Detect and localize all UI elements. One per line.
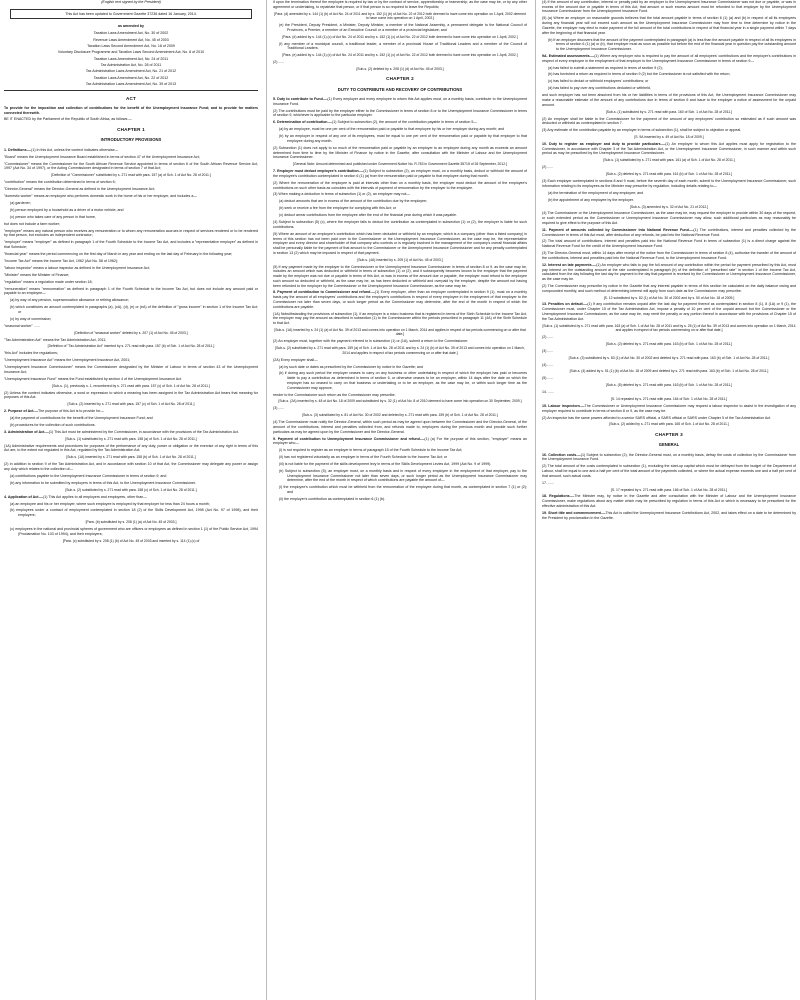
column-1-paragraphs: [4, 148, 258, 543]
paragraph: render to the Commissioner such return as the Commissioner may prescribe.: [273, 392, 396, 397]
paragraph: (2) In addition to section 9 of the Tax Administration Act, and in accordance with section 10 of that Act, the Commissioner may delegate any power or assign any duty which relates to the collection of—: [4, 462, 258, 471]
paragraph: "remuneration" means "remuneration" as defined in paragraph 1 of the Fourth Schedule to the Income Tax Act, but does not include any amount paid or payable to an employee—: [4, 286, 258, 296]
act-label: ACT: [125, 95, 137, 101]
amendment-note: [Sub-s. (1) substituted by s. 271 read with para. 158 (a) of Sch. 1 of Act No. 28 of 2011.]: [65, 436, 197, 441]
paragraph: (c) employees in the national and provincial spheres of government who are officers or employees as defined in section 1 (1) of the Public Service Act, 1994 (Proclamation No. 103 of 1994), and their employers;: [10, 526, 258, 536]
paragraph: (a) by such date or dates as prescribed by the Commissioner by notice in the Gazette; and: [279, 364, 423, 369]
column-2-paragraphs: [273, 97, 527, 502]
paragraph: 19. Short title and commencement.—This Act is called the Unemployment Insurance Contributions Act, 2002, and takes effect on a date to be determined by the President by proclamation in the Gazette.: [542, 510, 796, 520]
paragraph: 13. Penalties on default.—(1) If any contribution remains unpaid after the last day for payment thereof as contemplated in section 8 (1), 8 (1A) or 9 (1), the Commissioner must, under Chapter 15 of the Tax Administration Act, impose a penalty of 10 per cent of the unpaid amount but the Commissioner or the Unemployment Insurance Commissioner, as the case may be, may remit the penalty or any portion thereof in accordance with the provisions of Chapter 15 of the Tax Administration Act.: [542, 302, 796, 321]
paragraph: 15. Labour inspectors.—The Commissioner or Unemployment Insurance Commissioner may request a labour inspector to assist in the investigation of any employer required to contribute in terms of section 8 or 9, as the case may be.: [542, 403, 796, 413]
paragraph: 7. Employer must deduct employee's contribution.—(1) Subject to subsection (2), an employer must, on a monthly basis, deduct or withhold the amount of the employee's contribution contemplated in section 6 (1) (a) from the remuneration paid or payable to that employee during that month.: [273, 169, 527, 178]
paragraph: (b) employees under a contract of employment contemplated in section 18 (2) of the Skills Development Act, 1998 (Act No. 97 of 1998), and their employers;: [10, 508, 258, 518]
paragraph: 2. Purpose of Act.—The purpose of this Act is to provide for—: [4, 409, 104, 414]
paragraph: "this Act" includes the regulations;: [4, 351, 58, 356]
paragraph: "employee" means any natural person who receives any remuneration or to whom any remuneration accrues in respect of services rendered or to be rendered by that person, but excludes an independent contractor;: [4, 228, 258, 238]
paragraph: "Unemployment Insurance Commissioner" means the Commissioner designated by the Minister of Labour in terms of section 43 of the Unemployment Insurance Act;: [4, 365, 258, 374]
amendment-item: Tax Administration Act, No. 28 of 2011: [100, 63, 162, 68]
paragraph: "Income Tax Act" means the Income Tax Act, 1962 (Act No. 58 of 1962);: [4, 258, 119, 263]
paragraph: "Unemployment Insurance Act" means the Unemployment Insurance Act, 2001;: [4, 358, 131, 363]
paragraph: (b) Subject to subsection (5), an employer must, on a monthly basis and in respect of every employee in the employment of that employer, pay to the Unemployment Insurance Commissioner not later than seven days, or such longer period as the Unemployment Insurance Commissioner may determine, after the end of the month in respect of which contributions are payable the amount of—: [279, 468, 527, 483]
amendment-list: [4, 31, 258, 86]
paragraph: (3) The Director-General must, within 14 days after receipt of the notice from the Commissioner in terms of section 8 (4), authorise the transfer of the amount of the contributions, interest and penalties paid into the National Revenue Fund, to the Unemployment Insurance Fund.: [542, 251, 796, 260]
paragraph: (b) procedures for the collection of such contributions.: [10, 422, 96, 427]
amendment-item: Voluntary Disclosure Programme and Taxation Laws Second Amendment Act, No. 8 of 2010: [57, 50, 205, 55]
amendment-note: [Sub-s. (2) deleted by s. 208 (1) (d) of Act No. 45 of 2003.]: [356, 67, 444, 71]
paragraph: (f) any member of a municipal council, a traditional leader, a member of a provincial House of Traditional Leaders and a member of the Council of Traditional Leaders.: [279, 41, 527, 51]
paragraph: and such employer has not been absolved from his or her liabilities in terms of the provisions of this Act, the Unemployment Insurance Commissioner may make a reasonable estimate of the amount of any contributions due in terms of section 6 and issue to the employer a notice of assessment for the unpaid amount.: [542, 93, 796, 107]
paragraph: (2) ......: [542, 165, 554, 170]
amendment-note: [Sub-s. (3) substituted by s. 81 of Act No. 30 of 2002 and deleted by s. 271 read with para. 159 (b) of Sch. 1 of Act No. 28 of 2011.]: [302, 413, 498, 418]
chapter-2-title: DUTY TO CONTRIBUTE AND RECOVERY OF CONTRIBUTIONS: [337, 86, 463, 92]
paragraph: 9. Payment of contribution to Unemployment Insurance Commissioner and refund.—(1) (a) For the purpose of this section, "employer" means an employer who—: [273, 436, 527, 446]
column-2: [266, 0, 527, 1000]
amendment-note: [Sub-s. (2) substituted by s. 271 read with para. 159 (a) of Sch. 1 of Act No. 28 of 2011 and by s. 24 (1) (b) of Act No. 39 of 2013 and comes into operation on 1 March, 2014 and applies in respect of tax periods commencing on or after that date.]: [275, 346, 525, 355]
amendment-note: [Para. (b) substituted by s. 208 (1) (a) of Act No. 45 of 2003.]: [85, 520, 177, 525]
paragraph: (2A) Every employer shall—: [273, 357, 318, 362]
paragraph: 11. Payment of amounts collected by Commissioner into National Revenue Fund.—(1) The contributions, interest and penalties collected by the Commissioner in terms of this Act must, after deduction of any refunds, be paid into the National Revenue Fund.: [542, 227, 796, 237]
amendment-note: [Sub-s. (1) substituted by s. 271 read with para. 161 (a) of Sch. 1 of Act No. 28 of 2011.]: [603, 158, 735, 163]
amendment-note: [Para. (d) added by s. 144 (1) (c) of Act No. 24 of 2011 and by s. 152 (1) (c) of Act No. 22 of 2012 both deemed to have come into operation on 1 April, 2002.]: [282, 34, 518, 39]
paragraph: "regulation" means a regulation made under section 18;: [4, 279, 93, 284]
paragraph: (c) has failed to deduct or withhold employees' contributions; or: [548, 79, 649, 84]
paragraph: (iii) is not liable for the payment of the skills development levy in terms of the Skills Development Levies Act, 1999 (Act No. 9 of 1999).: [279, 462, 492, 467]
paragraph: (5) ......: [542, 376, 554, 381]
gazette-update-box: This Act has been updated to Government Gazette 37236 dated 16 January, 2014.: [10, 9, 252, 20]
paragraph: "contribution" means the contribution determined in terms of section 6;: [4, 180, 116, 185]
paragraph: if upon the termination thereof the employee is required by law or by the contract of service, apprenticeship or learnership, as the case may be, or by any other agreement or undertaking, to repatriate that person, or if that person is so required to leave the Republic;: [273, 0, 527, 9]
paragraph: (a) by an employee, must be one per cent of the remuneration paid or payable to that employee by his or her employer during any month; and: [279, 127, 505, 132]
paragraph: 18. Regulations.—The Minister may, by notice in the Gazette and after consultation with the Minister of Labour and the Unemployment Insurance Commissioner, make regulations about any matter which may be prescribed by regulation in terms of this Act or which is necessary to be prescribed for the effective administration of this Act.: [542, 494, 796, 508]
paragraph: (2) Where the remuneration of the employee is paid at intervals other than on a monthly basis, the employer must deduct the amount of the employee's contributions on such other basis as coincides with the intervals of payment of remuneration by the employer to the employee.: [273, 180, 527, 190]
amendment-note: [Definition of "Commissioner" substituted by s. 271 read with para. 157 (a) of Sch. 1 of Act No. 28 of 2011.]: [51, 173, 211, 178]
amendment-item: Tax Administration Laws Amendment Act, No. 39 of 2013: [85, 82, 177, 87]
amendment-note: [S. 17 repealed by s. 271 read with para. 166 of Sch. 1 of Act No. 28 of 2011.]: [610, 487, 728, 492]
enacting-formula: BE IT ENACTED by the Parliament of the Republic of South Africa, as follows:—: [4, 117, 132, 122]
paragraph: (a) deduct amounts that are in excess of the amount of the contribution due by the employee;: [279, 199, 428, 204]
amendment-note: [S. 14 repealed by s. 271 read with para. 164 of Sch. 1 of Act No. 28 of 2011.]: [610, 397, 728, 402]
paragraph: (4) If the amount of any contribution, interest or penalty paid by an employer to the Unemployment Insurance Commissioner was not due or payable, or was in excess of the amount due or payable in terms of this Act, that amount or such excess amount must be refunded to that employer by the Unemployment Insurance Commissioner from the Unemployment Insurance Fund.: [542, 0, 796, 14]
long-title: To provide for the imposition and collection of contributions for the benefit of the Unemployment Insurance Fund; and to provide for matters connected therewith.: [4, 105, 258, 115]
amendment-note: [S. 9A inserted by s. 49 of Act No. 18 of 2009.]: [634, 135, 704, 140]
paragraph: (b) the appointment of any employee by the employer.: [548, 197, 634, 202]
divider: [4, 90, 258, 91]
paragraph: (2) An employer shall be liable to the Commissioner for the payment of the amount of any employees' contribution so estimated as if such amount was deducted or withheld as contemplated in section 7.: [542, 116, 796, 126]
column-2-top-paragraphs: [273, 0, 527, 71]
amendment-note: [Sub-s. (2A) inserted by s. 48 of Act No. 18 of 2009 and substituted by s. 32 (1) of Act No. 8 of 2010 deemed to have come into operation on 30 September, 2009.]: [278, 399, 522, 404]
paragraph: (3) ......: [273, 406, 285, 411]
amendment-note: [Sub-s. (1A) inserted by s. 271 read with para. 158 (b) of Sch. 1 of Act No. 28 of 2011.]: [66, 455, 196, 460]
column-3-paragraphs: [542, 0, 796, 427]
paragraph: (3) Any estimate of the contribution payable by an employer in terms of subsection (1), shall be subject to objection or appeal.: [542, 128, 742, 133]
amendment-note: [Definition of "seasonal worker" deleted by s. 207 (1) of Act No. 45 of 2003.]: [74, 330, 188, 335]
paragraph: "Minister" means the Minister of Finance;: [4, 272, 70, 277]
amendment-note: [S. 12 substituted by s. 82 (1) of Act No. 30 of 2002 and by s. 50 of Act No. 18 of 2009.]: [603, 295, 735, 300]
amendment-item: Taxation Laws Amendment Act, No. 30 of 2002: [93, 31, 169, 36]
chapter-3-title: GENERAL: [658, 442, 680, 448]
paragraph: (1A) Notwithstanding the provisions of subsection (1), if an employer is a micro business that is registered in terms of the Sixth Schedule to the Income Tax Act, the employer may pay the amount as described in subsection (1) to the Commissioner within the periods prescribed in paragraph 11 (4A) of the Sixth Schedule to that Act.: [273, 311, 527, 326]
paragraph: "Unemployment Insurance Fund" means the Fund established by section 4 of the Unemployment Insurance Act.: [4, 376, 182, 381]
amendment-note: [Sub-s. (3) amended by s. 32 of Act No. 21 of 2012.]: [629, 204, 709, 209]
amendment-note: [General Note: Amount determined and published under Government Notice No. R.783 in Government Gazette 35715 of 26 September, 2012.]: [293, 162, 507, 167]
paragraph: 9A. Estimated assessments.—(1) Where any employer who is required to pay the amount of all employees' contributions and the employer's contributions in respect of every employee in the employment of that employer to the Unemployment Insurance Commissioner in terms of section 9—: [542, 53, 796, 63]
amendment-note: [Sub-s. (1) substituted by s. 271 read with para. 163 (a) of Sch. 1 of Act No. 28 of 2011 and by s. 25 (1) of Act No. 39 of 2013 and comes into operation on 1 March, 2014 and applies in respect of tax periods commencing on or after that date.]: [542, 323, 796, 333]
paragraph: "domestic worker" means an employee who performs domestic work in the home of his or her employer, and includes a—: [4, 194, 197, 199]
amendment-note: [Sub-s. (4) added by s. 51 (1) (b) of Act No. 18 of 2009 and deleted by s. 271 read with para. 163 (b) of Sch. 1 of Act No. 28 of 2011.]: [569, 369, 769, 374]
paragraph: (b) If an employer discovers that the amount of the payment contemplated in paragraph (a) is less than the amount payable in respect of all its employees in terms of section 6 (1) (a) or (b), that employer must as soon as possible but before the end of the financial year in question pay the outstanding amount to the Unemployment Insurance Commissioner.: [548, 37, 796, 51]
paragraph: "employer" means "employer" as defined in paragraph 1 of the Fourth Schedule to the Income Tax Act, and includes a "representative employer" as defined in that Schedule;: [4, 240, 258, 250]
paragraph: 3. Administration of Act.—(1) This Act must be administered by the Commissioner, in accordance with the provisions of the Tax Administration Act.: [4, 429, 239, 434]
paragraph: (i) is not required to register as an employer in terms of paragraph 15 of the Fourth Schedule to the Income Tax Act;: [279, 448, 463, 453]
paragraph: 10. Duty to register as employer and duty to provide particulars.—(1) An employer to whom this Act applies must apply for registration to the Commissioner, in accordance with Chapter 3 of the Tax Administration Act, or the Unemployment Insurance Commissioner, in such manner and within such period as may be prescribed by the Unemployment Insurance Commissioner.: [542, 141, 796, 156]
amendment-item: Revenue Laws Amendment Act, No. 45 of 2003: [93, 37, 169, 42]
amendment-note: [Sub-s. (4A) inserted by s. 209 (1) of Act No. 45 of 2003.]: [357, 257, 443, 262]
amendment-note: [Sub-s. (2) deleted by s. 271 read with para. 161 (b) of Sch. 1 of Act No. 28 of 2011.]: [605, 172, 733, 177]
chapter-2-heading: CHAPTER 2: [386, 76, 414, 82]
amendment-note: [Para. (e) added by s. 144 (1) (c) of Act No. 24 of 2011 and by s. 152 (1) (c) of Act No. 22 of 2012 both deemed to have come into operation on 1 April, 2002.]: [282, 53, 518, 58]
paragraph: 6. Determination of contribution.—(1) Subject to subsection (2), the amount of the contribution payable in terms of section 5—: [273, 120, 477, 125]
paragraph: (ii) has not registered voluntarily as an employer in terms of the Fourth Schedule to the Income Tax Act; or: [279, 455, 448, 460]
paragraph: (c) by way of commission;: [10, 316, 52, 321]
signed-note: (English text signed by the President): [101, 0, 161, 4]
paragraph: (b) which constitutes an amount contemplated in paragraphs (a), (cA), (d), (e) or (eA) of the definition of "gross income" in section 1 of the Income Tax Act; or: [10, 305, 258, 314]
paragraph: 17. ......: [542, 480, 554, 485]
chapter-1-title: INTRODUCTORY PROVISIONS: [100, 137, 162, 143]
paragraph: (ii) the employer's contribution as contemplated in section 6 (1) (b).: [279, 497, 386, 501]
paragraph: "Board" means the Unemployment Insurance Board established in terms of section 47 of the Unemployment Insurance Act;: [4, 154, 200, 159]
paragraph: (b) by an employer in respect of any one of its employees, must be equal to one per cent of the remuneration paid or payable by that employer to that employee during any month.: [279, 134, 527, 143]
paragraph: "financial year" means the period commencing on the first day of March in any year and ending on the last day of February in the following year;: [4, 251, 233, 256]
paragraph: (a) the payment of contributions for the benefit of the Unemployment Insurance Fund; and: [10, 416, 153, 421]
amendment-item: Taxation Laws Amendment Act, No. 24 of 2011: [93, 56, 169, 61]
paragraph: (2) ......: [542, 334, 554, 339]
column-1: [4, 0, 258, 1000]
paragraph: (c) person who takes care of any person in that home,: [10, 214, 96, 219]
amendment-note: [Sub-s. (2) deleted by s. 271 read with para. 163 (b) of Sch. 1 of Act No. 28 of 2011.]: [605, 341, 733, 346]
amendment-note: [Para. (c) substituted by s. 208 (1) (b) of Act No. 45 of 2003 and inserted by s. 114 (1) (c) of: [62, 538, 200, 543]
paragraph: "Commissioner" means the Commissioner for the South African Revenue Service appointed in terms of section 6 of the South African Revenue Service Act, 1997 (Act No. 34 of 1997), or the Acting Commissioner designated in terms of section 7 of that Act;: [4, 161, 258, 171]
paragraph: (2) Unless the context indicates otherwise, a word or expression to which a meaning has been assigned in the Tax Administration Act bears that meaning for purposes of this Act.: [4, 390, 258, 400]
paragraph: 12. Interest on late payments.—(1) An employer who fails to pay the full amount of any contribution within the period for payment prescribed by this Act, must pay interest on the outstanding amount at the rate contemplated in paragraph (b) of the definition of "prescribed rate" in section 1 of the Income Tax Act, calculated from the day following the last day for payment to the day that payment is received by the Commissioner or Unemployment Insurance Commissioner, as the case may be.: [542, 262, 796, 281]
paragraph: (e) the President, Deputy President, a Minister, Deputy Minister, a member of the National Assembly, a permanent delegate to the National Council of Provinces, a Premier, a member of an Executive Council or a member of a provincial legislature; and: [279, 23, 527, 32]
paragraph: (5) Where an amount of an employee's contribution which has been deducted or withheld by an employer, which is a company (other than a listed company) in terms of this section has not been paid over to the Commissioner or the Unemployment Insurance Commissioner, as the case may be, the representative employer and every director and shareholder of that company who controls or is regularly involved in the management of the company's overall financial affairs shall be personally liable for the payment of that amount to the Commissioner or the Unemployment Insurance Commissioner and for any penalty contemplated in section 13 (2) which may be imposed in respect of that payment.: [273, 231, 527, 255]
paragraph: (b) has furnished a return as required in terms of section 9 (2) but the Commissioner is not satisfied with the return;: [548, 72, 731, 77]
paragraph: (5) (a) Where an employer on reasonable grounds believes that the total amount payable in terms of section 6 (1) (a) and (b) in respect of all its employees during any financial year will not exceed such amount as the Unemployment Insurance Commissioner may from time to time determine by notice in the Gazette, the employer may elect to make payment of the full amount of the total contributions in respect of that financial year in a single payment within 7 days after the beginning of that financial year.: [542, 16, 796, 35]
amendment-note: [Sub-s. (1A) inserted by s. 24 (1) (a) of Act No. 39 of 2013 and comes into operation on 1 March, 2014 and applies in respect of tax periods commencing on or after that date.]: [274, 327, 526, 337]
paragraph: "Tax Administration Act" means the Tax Administration Act, 2011;: [4, 337, 107, 342]
paragraph: (a) the termination of the employment of any employee; and: [548, 190, 644, 195]
paragraph: 5. Duty to contribute to Fund.—(1) Every employer and every employee to whom this Act applies must, on a monthly basis, contribute to the Unemployment Insurance Fund.: [273, 97, 527, 106]
chapter-1-heading: CHAPTER 1: [117, 127, 145, 133]
paragraph: (a) by way of any pension, superannuation allowance or retiring allowance;: [10, 298, 129, 303]
amendment-note: [Sub-s. (5) deleted by s. 271 read with para. 163 (b) of Sch. 1 of Act No. 28 of 2011.]: [605, 383, 733, 388]
amendment-note: [Sub-s. (3) substituted by s. 83 (1) of Act No. 30 of 2002 and deleted by s. 271 read with para. 163 (b) of Sch. 1 of Act No. 28 of 2011.]: [568, 355, 770, 360]
paragraph: 16. Collection costs.—(1) Subject to subsection (2), the Director-General must, on a monthly basis, defray the costs of collection by the Commissioner from the Unemployment Insurance Fund.: [542, 452, 796, 462]
amendment-note: [Sub-s. (1), previously s. 1, renumbered by s. 271 read with para. 157 (c) of Sch. 1 of Act No. 28 of 2011.]: [52, 383, 210, 388]
amendment-note: [Sub-s. (1) substituted by s. 271 read with para. 160 of Sch. 1 of Act No. 28 of 2011.]: [605, 109, 733, 114]
paragraph: (2) Subsection (1) does not apply to so much of the remuneration paid or payable by an employer to an employee during any month as exceeds an amount determined from time to time by the Minister of Finance by notice in the Gazette, after consultation with the Minister of Labour and the Unemployment Insurance Commissioner.: [273, 145, 527, 160]
paragraph: 8. Payment of contribution to Commissioner and refund.—(1) Every employer, other than an employer contemplated in section 9 (1), must on a monthly basis pay the amount of all employees' contributions and the employer's contributions in respect of every employee in the employment of that employer to the Commissioner not later than seven days, or such longer period as the Commissioner may determine, after the end of the month in respect of which the contributions are payable.: [273, 290, 527, 309]
amendment-item: Taxation Laws Amendment Act, No. 22 of 2012: [93, 75, 169, 80]
paragraph: (3) When making a deduction in terms of subsection (1) or (2), an employer may not—: [273, 192, 411, 197]
paragraph: (a) an employee and his or her employer, where such employee is employed by that employer for less than 24 hours a month;: [10, 501, 210, 506]
amended-by-label: as amended by: [118, 24, 144, 29]
paragraph: but does not include a farm worker;: [4, 221, 61, 226]
paragraph: (2) An inspector has the same powers afforded to a senior SARS official, a SARS official or SARS under Chapter 5 of the Tax Administration Act.: [542, 415, 772, 420]
paragraph: (4) The Commissioner or the Unemployment Insurance Commissioner, as the case may be, may request the employer to provide within 30 days of the request, or such extended period as the Commissioner or Unemployment Insurance Commissioner may allow, such additional particulars as may reasonably be required to give effect to the purpose of this Act.: [542, 211, 796, 225]
amendment-note: [Sub-s. (2) added by s. 271 read with para. 165 of Sch. 1 of Act No. 28 of 2011.]: [609, 422, 729, 427]
paragraph: (2) The total amount of the costs contemplated in subsection (1), excluding the start-up capital which must be defrayed from the budget of the Department of Labour, shall be equal to one and a half per cent of the total amount of the payments collected, or where the actual expense exceeds one and a half per cent of that amount, such actual costs.: [542, 464, 796, 478]
paragraph: (3) Each employer contemplated in sections 8 and 9 must, before the seventh day of each month, submit to the Unemployment Insurance Commissioner, such information relating to its employees as the Minister may prescribe by regulation, including details relating to—: [542, 179, 796, 188]
paragraph: (b) seek or receive a fee from the employee for complying with this Act; or: [279, 206, 397, 211]
paragraph: (b) any information to be submitted by employers in terms of this Act, to the Unemployment Insurance Commissioner.: [10, 480, 196, 485]
column-3-paragraphs-general: [542, 453, 796, 521]
paragraph: (5) If any payment made by the employer to the Commissioner or the Unemployment Insurance Commissioner in terms of section 8 or 9, as the case may be, includes an amount which was deducted or withheld in terms of subsection (1) or (2), and it subsequently becomes known to the employer that the payment made by the employer was not due or payable in terms of this Act, or was in excess of the amount due or payable, the employer must refund to the employee such amount so deducted or withheld, as the case may be, as has been deducted or withheld and overpaid by the employer, despite the amount not having been refunded to the employer by the Commissioner or the Unemployment Insurance Commissioner, as the case may be.: [273, 264, 527, 288]
paragraph: (2) The Commissioner may prescribe by notice in the Gazette that any interest payable in terms of this section be calculated on the daily balance owing and compounded monthly, and such method of determining interest will apply from such date as the Commissioner may prescribe.: [542, 283, 796, 293]
paragraph: (b) person employed by a household as a driver of a motor vehicle; and: [10, 207, 124, 212]
paragraph: "labour inspector" means a labour inspector as defined in the Unemployment Insurance Act;: [4, 265, 150, 270]
column-3: [535, 0, 796, 1000]
amendment-item: Tax Administration Laws Amendment Act, No. 21 of 2012: [85, 69, 177, 74]
paragraph: "Director-General" means the Director-General as defined in the Unemployment Insurance Act;: [4, 187, 155, 192]
paragraph: (d) has failed to pay over any contributions deducted or withheld,: [548, 86, 651, 91]
paragraph: (a) contributions payable to the Unemployment Insurance Commissioner in terms of section 9; and: [10, 473, 167, 478]
paragraph: (a) gardener;: [10, 200, 31, 205]
paragraph: 14. ......: [542, 390, 554, 395]
chapter-3-heading: CHAPTER 3: [655, 431, 683, 437]
paragraph: (4) The Commissioner must notify the Director-General, within such period as may be agreed upon between the Commissioner and the Director-General, of the amount of the contributions, interest and penalties collected from, and refunds made to, employers during the previous month and provide such further particulars as may be agreed upon by the Commissioner and the Director-General.: [273, 420, 527, 434]
paragraph: (2) The contributions must be paid by the employer either to the Commissioner in terms of section 8 or to the Unemployment Insurance Commissioner in terms of section 9, whichever is applicable to the particular employer.: [273, 108, 527, 118]
paragraph: (c) deduct arrear contributions from the employee after the end of the financial year during which it was payable.: [279, 213, 457, 218]
paragraph: "seasonal worker" ......: [4, 323, 40, 328]
paragraph: (4) ......: [542, 362, 554, 367]
paragraph: (2) An employer must, together with the payment referred to in subsection (1) or (1A), submit a return to the Commissioner.: [273, 339, 469, 344]
paragraph: (a) has failed to submit a statement as required in terms of section 9 (2);: [548, 65, 663, 70]
amendment-note: [Sub-s. (2) substituted by s. 271 read with para. 158 (c) of Sch. 1 of Act No. 28 of 2011.]: [65, 487, 197, 492]
paragraph: (2) The total amount of contributions, interest and penalties paid into the National Revenue Fund in terms of subsection (1) is a direct charge against the National Revenue Fund for the credit of the Unemployment Insurance Fund.: [542, 239, 796, 249]
amendment-note: [Definition of "Tax Administration Act" inserted by s. 271 read with para. 157 (b) of Sch. 1 of Act No. 28 of 2011.]: [47, 344, 215, 349]
paragraph: (2) ......: [273, 60, 285, 65]
paragraph: 4. Application of Act.—(1) This Act applies to all employers and employees, other than—: [4, 494, 147, 499]
amendment-note: [Sub-s. (2) inserted by s. 271 read with para. 157 (c) of Sch. 1 of Act No. 28 of 2011.]: [67, 402, 195, 407]
paragraph: 1. Definitions.—(1) In this Act, unless the context indicates otherwise—: [4, 147, 119, 152]
paragraph: (b) if during any such period the employer ceases to carry on any business or other undertaking in respect of which the employer has paid or becomes liable to pay a contribution as determined in terms of section 6, or otherwise ceases to be an employer, within 14 days after the date on which the employer has so ceased to carry on that business or undertaking or to be an employer, as the case may be, or within such longer time as the Commissioner may approve,: [279, 371, 527, 390]
paragraph: (1A) Administrative requirements and procedures for purposes of the performance of any duty, power or obligation or the exercise of any right in terms of this Act are, to the extent not regulated in this Act, regulated by the Tax Administration Act.: [4, 443, 258, 453]
paragraph: (3) ......: [542, 348, 554, 353]
paragraph: (4) Subject to subsection (5) (c), where the employer fails to deduct the contribution as contemplated in subsection (1) or (2), the employer is liable for such contributions.: [273, 220, 527, 229]
amendment-note: [Para. (d) amended by s. 144 (1) (b) of Act No. 24 of 2011 and by s. 152 (1) (b) of Act No. 22 of 2012 both deemed to have come into operation on 1 April, 2002 deemed to have come into operation on 1 April, 2002.]: [274, 11, 526, 21]
paragraph: (i) the employee's contribution which must be withheld from the remuneration of the employee during that month, as contemplated in section 7 (1) or (2); and: [279, 485, 527, 495]
amendment-item: Taxation Laws Second Amendment Act, No. 18 of 2009: [87, 44, 175, 49]
